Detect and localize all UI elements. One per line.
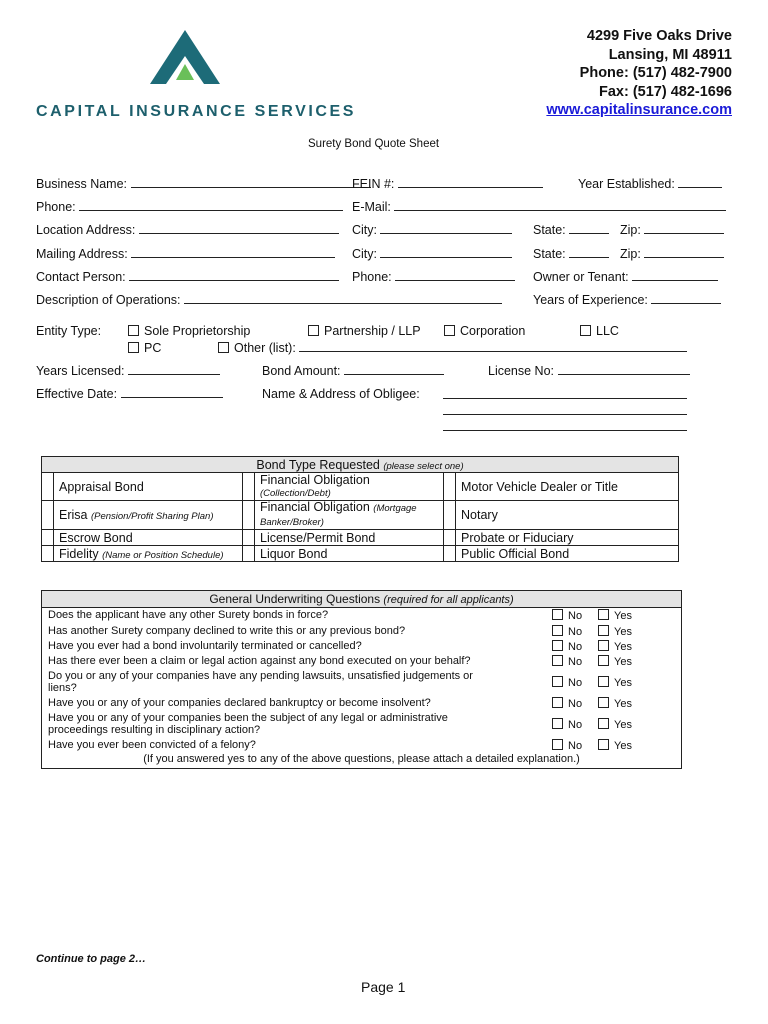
no-label: No [568, 698, 583, 710]
license-checkbox[interactable] [243, 530, 255, 546]
city-field[interactable] [380, 247, 512, 258]
bond-type-table [41, 456, 679, 562]
zip-label: Zip: [620, 223, 641, 237]
question-3: Have you ever had a bond involuntarily terminated or cancelled? [48, 640, 362, 652]
no-checkbox[interactable] [552, 739, 563, 750]
zip-label: Zip: [620, 247, 641, 261]
company-name: CAPITAL INSURANCE SERVICES [36, 103, 357, 120]
motor-checkbox[interactable] [444, 473, 456, 501]
phone-field[interactable] [79, 200, 343, 211]
motor-label: Motor Vehicle Dealer or Title [456, 473, 679, 501]
question-4: Has there ever been a claim or legal action against any bond executed on your behalf? [48, 655, 471, 667]
obligee-field-2[interactable] [443, 404, 687, 415]
yes-checkbox[interactable] [598, 739, 609, 750]
no-label: No [568, 610, 583, 622]
description-field[interactable] [184, 293, 502, 304]
no-checkbox[interactable] [552, 625, 563, 636]
yes-label: Yes [614, 610, 632, 622]
zip-field[interactable] [644, 223, 724, 234]
corporation-label: Corporation [460, 324, 526, 338]
underwriting-header: General Underwriting Questions (required for all applicants) [42, 591, 681, 608]
bond-type-header: Bond Type Requested (please select one) [42, 457, 679, 473]
sole-prop-label: Sole Proprietorship [144, 324, 251, 338]
yes-checkbox[interactable] [598, 655, 609, 666]
llc-label: LLC [596, 324, 619, 338]
checkbox[interactable] [308, 325, 319, 336]
state-field[interactable] [569, 247, 609, 258]
years-licensed-label: Years Licensed: [36, 364, 125, 378]
contact-person-field[interactable] [129, 270, 339, 281]
question-7: Have you or any of your companies been the subject of any legal or administrative proceedings resulting in disciplinary action? [48, 712, 448, 736]
city-label: City: [352, 247, 377, 261]
yes-label: Yes [614, 698, 632, 710]
probate-label: Probate or Fiduciary [456, 530, 679, 546]
yes-label: Yes [614, 641, 632, 653]
question-1: Does the applicant have any other Surety bonds in force? [48, 609, 329, 621]
license-no-label: License No: [488, 364, 555, 378]
website-link[interactable]: www.capitalinsurance.com [546, 102, 732, 118]
appraisal-label: Appraisal Bond [54, 473, 243, 501]
no-checkbox[interactable] [552, 676, 563, 687]
state-label: State: [533, 247, 566, 261]
yes-checkbox[interactable] [598, 697, 609, 708]
owner-tenant-label: Owner or Tenant: [533, 270, 629, 284]
company-logo-icon [150, 30, 220, 84]
erisa-checkbox[interactable] [42, 501, 54, 530]
years-experience-field[interactable] [651, 293, 721, 304]
mailing-address-label: Mailing Address: [36, 247, 128, 261]
company-address [546, 27, 732, 120]
fidelity-label: Fidelity (Name or Position Schedule) [54, 546, 243, 562]
no-checkbox[interactable] [552, 655, 563, 666]
effective-date-field[interactable] [121, 387, 223, 398]
no-label: No [568, 656, 583, 668]
form-title: Surety Bond Quote Sheet [308, 138, 440, 150]
fin-ob-checkbox[interactable] [243, 473, 255, 501]
yes-label: Yes [614, 677, 632, 689]
underwriting-section [41, 590, 682, 769]
obligee-label: Name & Address of Obligee: [262, 387, 420, 401]
yes-checkbox[interactable] [598, 676, 609, 687]
underwriting-footnote: (If you answered yes to any of the above questions, please attach a detailed explanation.) [143, 753, 580, 765]
contact-phone-label: Phone: [352, 270, 392, 284]
erisa-label: Erisa (Pension/Profit Sharing Plan) [54, 501, 243, 530]
notary-checkbox[interactable] [444, 501, 456, 530]
public-checkbox[interactable] [444, 546, 456, 562]
yes-checkbox[interactable] [598, 640, 609, 651]
continue-note: Continue to page 2… [36, 953, 146, 965]
yes-checkbox[interactable] [598, 609, 609, 620]
no-checkbox[interactable] [552, 718, 563, 729]
bond-amount-label: Bond Amount: [262, 364, 341, 378]
notary-label: Notary [456, 501, 679, 530]
mailing-address-field[interactable] [131, 247, 335, 258]
pc-label: PC [144, 341, 162, 355]
year-established-field[interactable] [678, 177, 722, 188]
partnership-label: Partnership / LLP [324, 324, 421, 338]
obligee-field-3[interactable] [443, 420, 687, 431]
yes-label: Yes [614, 656, 632, 668]
state-label: State: [533, 223, 566, 237]
zip-field[interactable] [644, 247, 724, 258]
fax: Fax: (517) 482-1696 [599, 83, 732, 100]
years-experience-label: Years of Experience: [533, 293, 648, 307]
checkbox[interactable] [580, 325, 591, 336]
bond-amount-field[interactable] [344, 364, 444, 375]
yes-label: Yes [614, 740, 632, 752]
fin-ob-label: Financial Obligation (Collection/Debt) [255, 473, 444, 501]
phone-label: Phone: [36, 200, 76, 214]
liquor-checkbox[interactable] [243, 546, 255, 562]
fin-ob2-checkbox[interactable] [243, 501, 255, 530]
no-label: No [568, 677, 583, 689]
entity-type-label: Entity Type: [36, 324, 102, 338]
other-label: Other (list): [234, 341, 296, 355]
question-5: Do you or any of your companies have any pending lawsuits, unsatisfied judgements or liens? [48, 670, 473, 694]
no-label: No [568, 641, 583, 653]
checkbox[interactable] [444, 325, 455, 336]
fein-field[interactable] [398, 177, 543, 188]
license-no-field[interactable] [558, 364, 690, 375]
probate-checkbox[interactable] [444, 530, 456, 546]
owner-tenant-field[interactable] [632, 270, 718, 281]
obligee-field-1[interactable] [443, 388, 687, 399]
street: 4299 Five Oaks Drive [586, 28, 732, 44]
yes-checkbox[interactable] [598, 718, 609, 729]
fin-ob2-label: Financial Obligation (Mortgage Banker/Broker) [255, 501, 444, 530]
years-licensed-field[interactable] [128, 364, 220, 375]
business-name-label: Business Name: [36, 177, 128, 191]
yes-label: Yes [614, 626, 632, 638]
license-label: License/Permit Bond [255, 530, 444, 546]
year-established-label: Year Established: [578, 177, 675, 191]
question-8: Have you ever been convicted of a felony? [48, 739, 256, 751]
no-checkbox[interactable] [552, 609, 563, 620]
email-label: E-Mail: [352, 200, 391, 214]
yes-checkbox[interactable] [598, 625, 609, 636]
city-state: Lansing, MI 48911 [608, 46, 732, 63]
fein-label: FEIN #: [352, 177, 395, 191]
no-label: No [568, 719, 583, 731]
business-name-field[interactable] [131, 177, 371, 188]
description-label: Description of Operations: [36, 293, 181, 307]
no-label: No [568, 740, 583, 752]
escrow-label: Escrow Bond [54, 530, 243, 546]
yes-label: Yes [614, 719, 632, 731]
phone: Phone: (517) 482-7900 [579, 65, 732, 81]
other-field[interactable] [299, 341, 687, 352]
question-6: Have you or any of your companies declared bankruptcy or become insolvent? [48, 697, 431, 709]
public-label: Public Official Bond [456, 546, 679, 562]
page-number: Page 1 [361, 979, 406, 995]
email-field[interactable] [394, 200, 726, 211]
effective-date-label: Effective Date: [36, 387, 118, 401]
location-address-label: Location Address: [36, 223, 136, 237]
appraisal-checkbox[interactable] [42, 473, 54, 501]
state-field[interactable] [569, 223, 609, 234]
no-checkbox[interactable] [552, 697, 563, 708]
liquor-label: Liquor Bond [255, 546, 444, 562]
contact-phone-field[interactable] [395, 270, 515, 281]
location-address-field[interactable] [139, 223, 339, 234]
checkbox[interactable] [128, 325, 139, 336]
no-label: No [568, 626, 583, 638]
city-label: City: [352, 223, 377, 237]
checkbox[interactable] [128, 342, 139, 353]
city-field[interactable] [380, 223, 512, 234]
fidelity-checkbox[interactable] [42, 546, 54, 562]
escrow-checkbox[interactable] [42, 530, 54, 546]
no-checkbox[interactable] [552, 640, 563, 651]
checkbox[interactable] [218, 342, 229, 353]
contact-person-label: Contact Person: [36, 270, 126, 284]
question-2: Has another Surety company declined to write this or any previous bond? [48, 625, 406, 637]
